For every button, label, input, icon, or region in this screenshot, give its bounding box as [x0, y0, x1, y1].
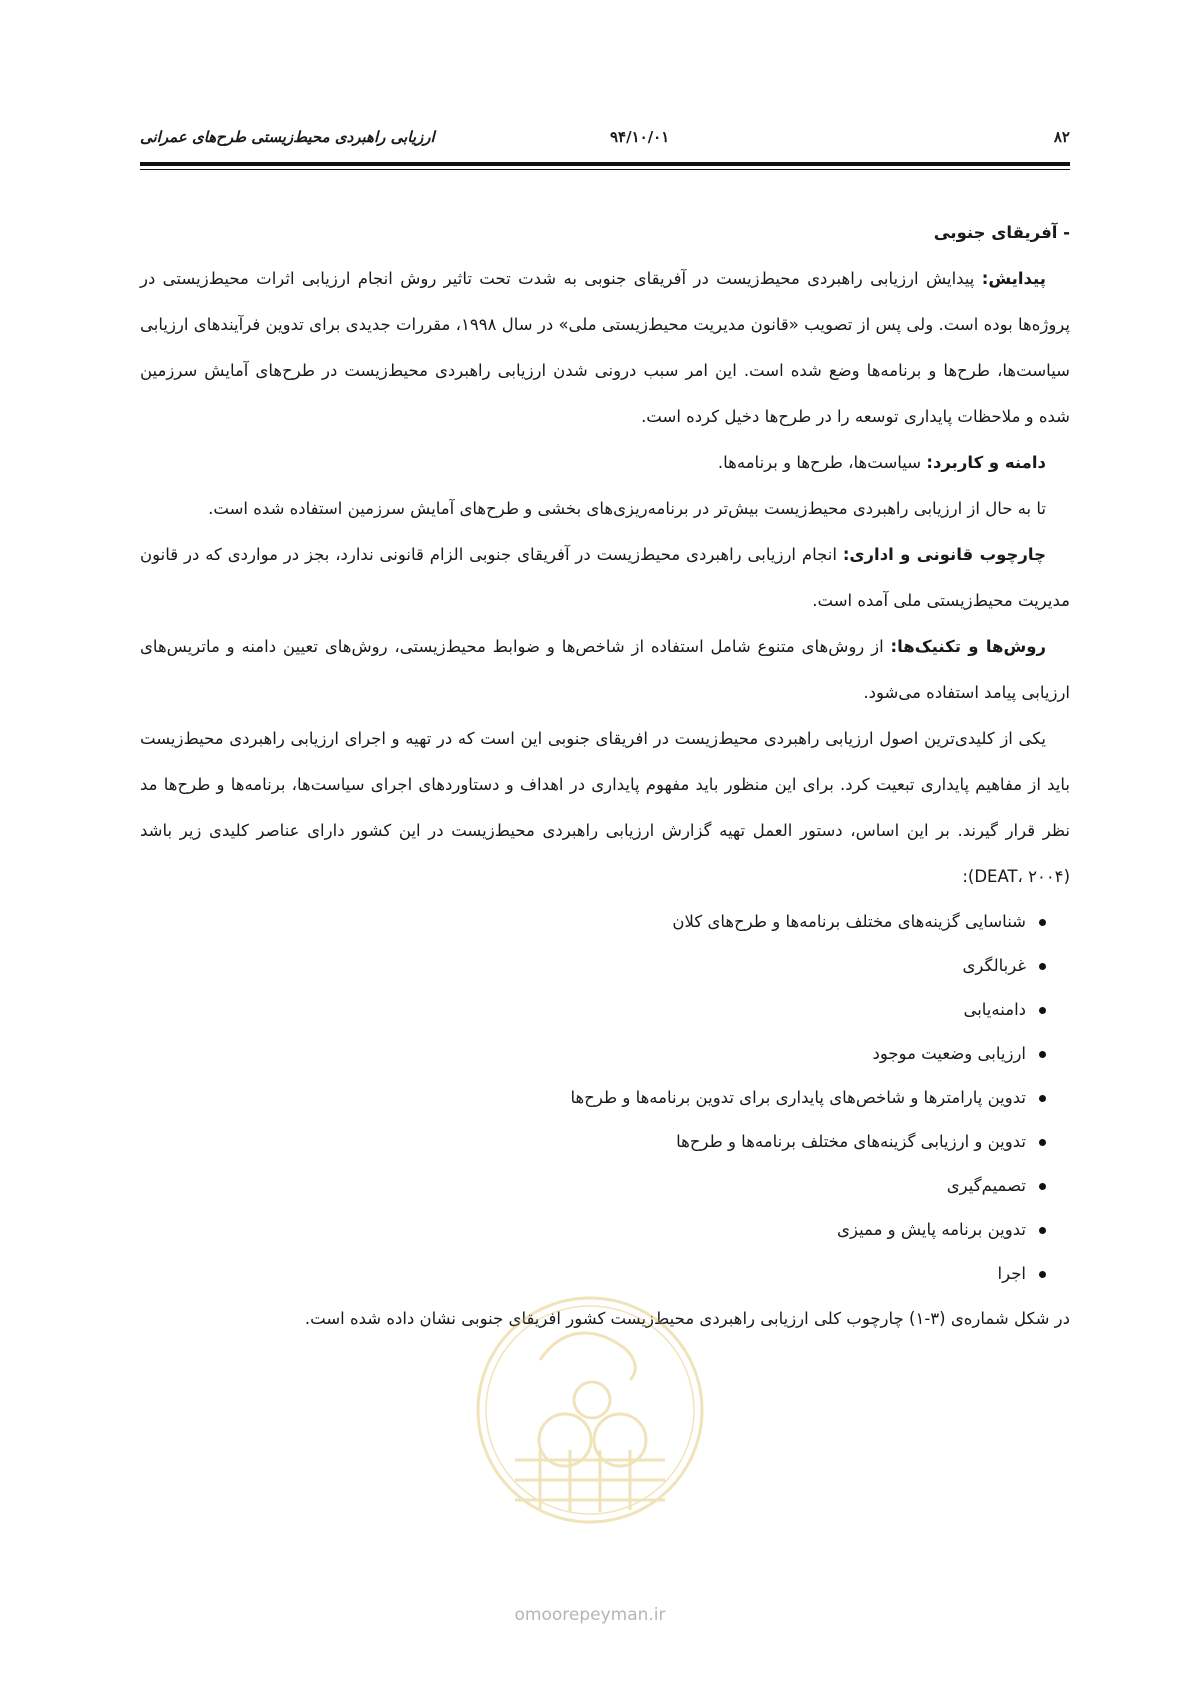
methods-text: از روش‌های متنوع شامل استفاده از شاخص‌ها و ضوابط محیط‌زیستی، روش‌های تعیین دامنه و ماتریس‌های ارزیابی پیامد استفاده می‌شود. — [140, 637, 1070, 702]
scope-label: دامنه و کاربرد: — [926, 453, 1046, 472]
key-elements-list — [140, 900, 1070, 1296]
paragraph-scope — [140, 440, 1070, 486]
section-heading: - آفریقای جنوبی — [933, 223, 1070, 242]
list-item: تصمیم‌گیری — [140, 1164, 1046, 1208]
legal-text: انجام ارزیابی راهبردی محیط‌زیست در آفریقای جنوبی الزام قانونی ندارد، بجز در مواردی که در قانون مدیریت محیط‌زیستی ملی آمده است. — [140, 545, 1070, 610]
list-item: غربالگری — [140, 944, 1046, 988]
methods-label: روش‌ها و تکنیک‌ها: — [890, 637, 1046, 656]
header-rule-thick — [140, 162, 1070, 166]
paragraph-methods — [140, 624, 1070, 716]
list-item: تدوین پارامترها و شاخص‌های پایداری برای تدوین برنامه‌ها و طرح‌ها — [140, 1076, 1046, 1120]
list-item: تدوین و ارزیابی گزینه‌های مختلف برنامه‌ها و طرح‌ها — [140, 1120, 1046, 1164]
paragraph-origin — [140, 256, 1070, 440]
page-number: ۸۲ — [1053, 128, 1070, 146]
list-item: دامنه‌یابی — [140, 988, 1046, 1032]
watermark-seal-icon — [470, 1290, 710, 1530]
running-title: ارزیابی راهبردی محیط‌زیستی طرح‌های عمرانی — [140, 128, 435, 146]
paragraph-principles: یکی از کلیدی‌ترین اصول ارزیابی راهبردی محیط‌زیست در افریقای جنوبی این است که در تهیه و اجرای ارزیابی راهبردی محیط‌زیست باید از مفاهیم پایداری تبعیت کرد. برای این منظور باید مفهوم پایداری در اهداف و دستاوردهای اجرای سیاست‌ها، برنامه‌ها و طرح‌ها مد نظر قرار گیرند. بر این اساس، دستور العمل تهیه گزارش ارزیابی راهبردی محیط‌زیست در این کشور دارای عناصر کلیدی زیر باشد (DEAT، ۲۰۰۴): — [140, 729, 1070, 886]
page-body — [140, 210, 1070, 1342]
list-item: شناسایی گزینه‌های مختلف برنامه‌ها و طرح‌های کلان — [140, 900, 1046, 944]
header-rule-thin — [140, 169, 1070, 170]
origin-label: پیدایش: — [981, 269, 1046, 288]
page-header — [140, 128, 1070, 156]
paragraph-usage: تا به حال از ارزیابی راهبردی محیط‌زیست بیش‌تر در برنامه‌ریزی‌های بخشی و طرح‌های آمایش سرزمین استفاده شده است. — [208, 499, 1046, 518]
header-date: ۹۴/۱۰/۰۱ — [610, 128, 670, 146]
scope-text: سیاست‌ها، طرح‌ها و برنامه‌ها. — [717, 453, 927, 472]
list-item: اجرا — [140, 1252, 1046, 1296]
list-item: تدوین برنامه پایش و ممیزی — [140, 1208, 1046, 1252]
legal-label: چارچوب قانونی و اداری: — [842, 545, 1046, 564]
list-item: ارزیابی وضعیت موجود — [140, 1032, 1046, 1076]
watermark-site: omoorepeyman.ir — [514, 1605, 666, 1625]
origin-text: پیدایش ارزیابی راهبردی محیط‌زیست در آفریقای جنوبی به شدت تحت تاثیر روش انجام ارزیابی اثرات محیط‌زیستی در پروژه‌ها بوده است. ولی پس از تصویب «قانون مدیریت محیط‌زیستی ملی» در سال ۱۹۹۸، مقررات جدیدی برای تدوین فرآیندهای ارزیابی سیاست‌ها، طرح‌ها و برنامه‌ها وضع شده است. این امر سبب درونی شدن ارزیابی راهبردی محیط‌زیست در طرح‌های آمایش سرزمین شده و ملاحظات پایداری توسعه را در طرح‌ها دخیل کرده است. — [140, 269, 1071, 426]
paragraph-legal — [140, 532, 1070, 624]
figure-reference: در شکل شماره‌ی (۳-۱) چارچوب کلی ارزیابی راهبردی محیط‌زیست کشور افریقای جنوبی نشان داده شده است. — [304, 1309, 1070, 1328]
